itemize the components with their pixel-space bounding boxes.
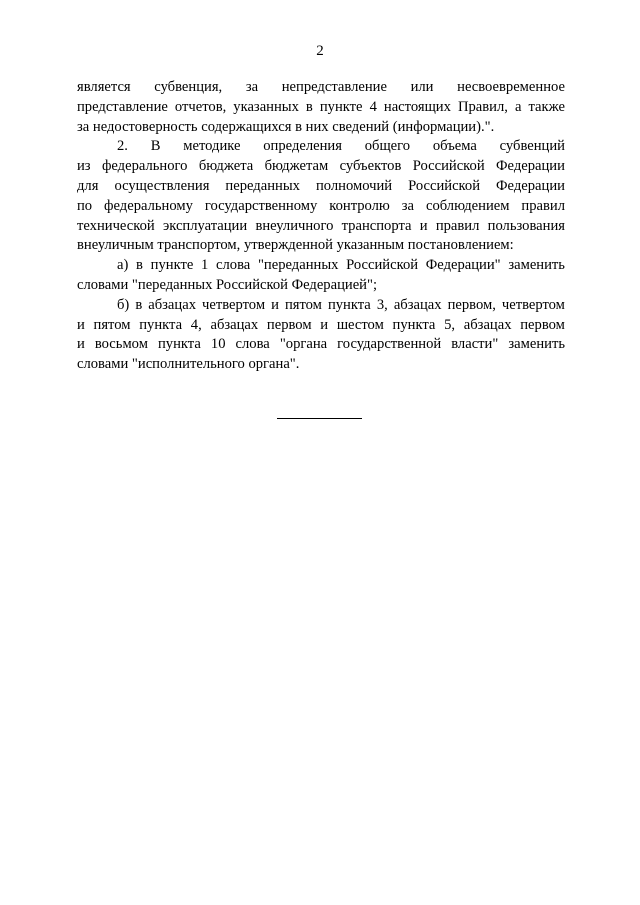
paragraph-item-b (77, 296, 565, 375)
word: Федерации (496, 177, 565, 194)
word: соблюдением (425, 197, 510, 214)
text-line (77, 78, 565, 98)
word: общего (364, 138, 411, 155)
word: слова (235, 336, 270, 353)
word: первом (520, 316, 565, 333)
word: или (410, 79, 434, 95)
text-line (77, 296, 565, 316)
word: заменить (508, 336, 565, 353)
text-line (77, 256, 565, 276)
word: несвоевременное (457, 79, 565, 95)
word: б) (117, 296, 130, 313)
word: за (401, 197, 415, 214)
word: государственной (337, 336, 442, 353)
word: 5, (444, 316, 456, 333)
word: а (514, 98, 522, 115)
word: Российской (346, 257, 419, 274)
word: абзацах (148, 296, 196, 313)
word: 10 (210, 336, 226, 353)
word: объема (432, 138, 477, 155)
word: полномочий (315, 177, 393, 194)
word: пункта (139, 316, 183, 333)
word: и (320, 316, 329, 333)
word: Федерации (496, 158, 565, 175)
word: Российской (408, 177, 481, 194)
word: эксплуатации (162, 217, 248, 234)
word: пункте (319, 98, 363, 115)
word: методике (183, 138, 241, 155)
document-body (77, 78, 565, 375)
word: 4 (369, 98, 377, 115)
word: в (135, 296, 143, 313)
word: а) (117, 257, 129, 274)
word: субвенций (499, 138, 565, 155)
word: определения (263, 138, 342, 155)
word: 2. (117, 138, 128, 155)
word: "органа (279, 336, 328, 353)
word: первом, (447, 296, 496, 313)
word: власти" (451, 336, 499, 353)
word: за (245, 79, 259, 95)
word: "переданных (257, 257, 339, 274)
word: первом (266, 316, 312, 333)
word: и (271, 296, 279, 313)
word: пункта (327, 296, 371, 313)
word: настоящих (383, 98, 451, 115)
word: из (77, 158, 91, 175)
word: пятом (93, 316, 131, 333)
text-line (77, 316, 565, 336)
word: контролю (329, 197, 390, 214)
word: Правил, (457, 98, 508, 115)
text-line: за недостоверность содержащихся в них сведений (информации).". (77, 118, 495, 135)
text-line (77, 157, 565, 177)
word: заменить (508, 257, 565, 274)
word: по (77, 197, 93, 214)
word: государственному (204, 197, 318, 214)
page-number: 2 (316, 43, 324, 59)
word: правил (521, 197, 565, 214)
word: пользования (487, 217, 565, 234)
word: также (528, 98, 565, 115)
word: переданных (225, 177, 300, 194)
word: в (136, 257, 143, 274)
text-line: словами "переданных Российской Федерацией"; (77, 276, 378, 293)
word: правил (435, 217, 480, 234)
word: 1 (201, 257, 209, 274)
word: субвенция, (154, 79, 223, 95)
word: непредставление (281, 79, 387, 95)
word: четвертом (501, 296, 565, 313)
word: субъектов (339, 158, 402, 175)
word: шестом (336, 316, 384, 333)
word: 3, (376, 296, 388, 313)
word: указанных (233, 98, 299, 115)
word: пункта (392, 316, 436, 333)
word: Российской (412, 158, 485, 175)
word: для (77, 177, 99, 194)
word: восьмом (94, 336, 148, 353)
word: бюджета (198, 158, 254, 175)
word: внеуличного (255, 217, 334, 234)
word: Федерации" (425, 257, 501, 274)
text-line: словами "исполнительного органа". (77, 356, 300, 373)
word: пункте (150, 257, 194, 274)
word: абзацах (393, 296, 442, 313)
word: осуществления (114, 177, 210, 194)
word: в (305, 98, 313, 115)
word: бюджетам (264, 158, 329, 175)
word: пятом (284, 296, 322, 313)
word: федеральному (104, 197, 193, 214)
word: абзацах (210, 316, 259, 333)
text-line: внеуличным транспортом, утвержденной указанным постановлением: (77, 237, 514, 254)
text-line (77, 98, 565, 118)
word: и (77, 316, 85, 333)
word: представление (77, 98, 168, 115)
text-line (77, 137, 565, 157)
word: четвертом (202, 296, 266, 313)
paragraph-continuation (77, 78, 565, 137)
word: технической (77, 217, 155, 234)
word: федерального (101, 158, 188, 175)
text-line (77, 197, 565, 217)
word: 4, (190, 316, 202, 333)
word: и (419, 217, 428, 234)
word: является (77, 79, 131, 95)
paragraph-methodology (77, 137, 565, 256)
word: отчетов, (174, 98, 227, 115)
word: и (77, 336, 85, 353)
paragraph-item-a (77, 256, 565, 296)
word: абзацах (463, 316, 512, 333)
text-line (77, 177, 565, 197)
word: транспорта (341, 217, 412, 234)
end-separator-line (277, 418, 362, 419)
word: пункта (157, 336, 201, 353)
word: В (150, 138, 161, 155)
text-line (77, 335, 565, 355)
text-line (77, 217, 565, 237)
word: слова (216, 257, 251, 274)
